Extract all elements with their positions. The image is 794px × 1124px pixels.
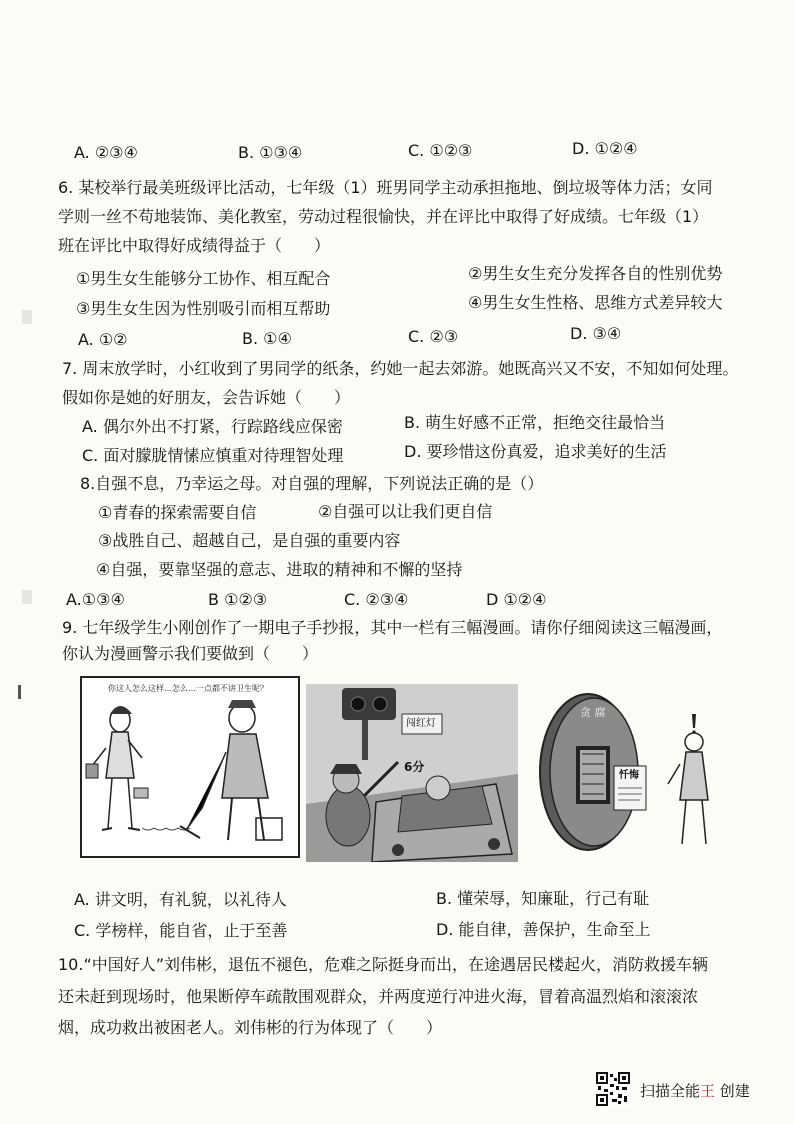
q6-statement-3: ③男生女生因为性别吸引而相互帮助 xyxy=(76,299,331,318)
q6-stem-line3: 班在评比中取得好成绩得益于（ ） xyxy=(58,236,331,255)
scan-speck xyxy=(18,685,21,699)
q8-option-c: C. ②③④ xyxy=(344,590,409,609)
q6-stem-line2: 学则一丝不苟地装饰、美化教室，劳动过程很愉快，并在评比中取得了好成绩。七年级（1） xyxy=(58,207,709,226)
q8-option-d: D ①②④ xyxy=(486,590,547,609)
q6-statement-4: ④男生女生性格、思维方式差异较大 xyxy=(468,293,723,312)
q7-stem-line2: 假如你是她的好朋友，会告诉她（ ） xyxy=(62,388,351,407)
q8-statement-2: ②自强可以让我们更自信 xyxy=(318,502,493,521)
q5-option-b: B. ①③④ xyxy=(238,143,303,162)
q9-option-a: A. 讲文明，有礼貌，以礼待人 xyxy=(74,890,287,909)
q8-statement-3: ③战胜自己、超越自己，是自强的重要内容 xyxy=(98,531,401,550)
cartoon-litter-caption: 你这人怎么这样…怎么…一点都不讲卫生呢？ xyxy=(108,684,268,693)
cartoon-penalty-badge: 6分 xyxy=(404,760,425,774)
q6-statement-1: ①男生女生能够分工协作、相互配合 xyxy=(76,269,331,288)
watermark-main: 扫描全能 xyxy=(640,1082,701,1100)
cartoon-litter xyxy=(80,676,300,858)
q9-option-d: D. 能自律，善保护，生命至上 xyxy=(436,920,651,939)
q7-option-b: B. 萌生好感不正常，拒绝交往最恰当 xyxy=(404,413,666,432)
q9-option-c: C. 学榜样，能自省，止于至善 xyxy=(74,921,288,940)
cartoon-red-light xyxy=(306,684,518,862)
q5-option-c: C. ①②③ xyxy=(408,141,473,160)
q8-option-b: B ①②③ xyxy=(208,590,268,609)
q6-option-a: A. ①② xyxy=(78,330,128,349)
watermark-tail: 创建 xyxy=(715,1082,750,1100)
watermark-accent: 王 xyxy=(700,1082,716,1100)
q6-option-d: D. ③④ xyxy=(570,324,622,343)
cartoon-confession-paper: 忏悔 xyxy=(619,770,639,781)
q6-option-c: C. ②③ xyxy=(408,327,459,346)
q8-option-a: A.①③④ xyxy=(66,590,125,609)
q10-stem-line2: 还未赶到现场时，他果断停车疏散围观群众，并两度逆行冲进火海，冒着高温烈焰和滚滚浓 xyxy=(58,987,699,1006)
qr-code-icon xyxy=(596,1072,630,1106)
q8-statement-4: ④自强，要靠坚强的意志、进取的精神和不懈的坚持 xyxy=(96,560,463,579)
q10-stem-line3: 烟，成功救出被困老人。刘伟彬的行为体现了（ ） xyxy=(58,1018,443,1037)
cartoon-litter-drawing xyxy=(82,678,298,856)
q5-option-a: A. ②③④ xyxy=(74,143,138,162)
scanner-watermark xyxy=(640,1081,750,1101)
q9-option-b: B. 懂荣辱，知廉耻，行己有耻 xyxy=(436,889,650,908)
q9-stem-line1: 9. 七年级学生小刚创作了一期电子手抄报，其中一栏有三幅漫画。请你仔细阅读这三幅漫画， xyxy=(62,618,723,637)
q6-statement-2: ②男生女生充分发挥各自的性别优势 xyxy=(468,264,723,283)
q9-stem-line2: 你认为漫画警示我们要做到（ ） xyxy=(62,644,319,663)
q8-statement-1: ①青春的探索需要自信 xyxy=(98,503,257,522)
q8-stem: 8.自强不息，乃幸运之母。对自强的理解，下列说法正确的是（） xyxy=(80,474,544,493)
q6-stem-line1: 6. 某校举行最美班级评比活动，七年级（1）班男同学主动承担拖地、倒垃圾等体力活；女同 xyxy=(58,178,713,197)
q7-option-d: D. 要珍惜这份真爱，追求美好的生活 xyxy=(404,442,667,461)
scan-speck xyxy=(22,590,32,604)
cartoon-corruption-coin xyxy=(522,684,722,860)
scan-speck xyxy=(22,310,32,324)
q7-option-c: C. 面对朦胧情愫应慎重对待理智处理 xyxy=(82,446,344,465)
q7-option-a: A. 偶尔外出不打紧，行踪路线应保密 xyxy=(82,417,343,436)
q10-stem-line1: 10.“中国好人”刘伟彬，退伍不褪色，危难之际挺身而出，在途遇居民楼起火，消防救援车辆 xyxy=(58,955,709,974)
cartoon-coin-text: 贪 腐 xyxy=(580,706,606,719)
cartoon-sign-text: 闯红灯 xyxy=(406,718,436,729)
q7-stem-line1: 7. 周末放学时，小红收到了男同学的纸条，约她一起去郊游。她既高兴又不安，不知如何处理。 xyxy=(62,359,739,378)
q6-option-b: B. ①④ xyxy=(242,329,292,348)
q5-option-d: D. ①②④ xyxy=(572,139,638,158)
